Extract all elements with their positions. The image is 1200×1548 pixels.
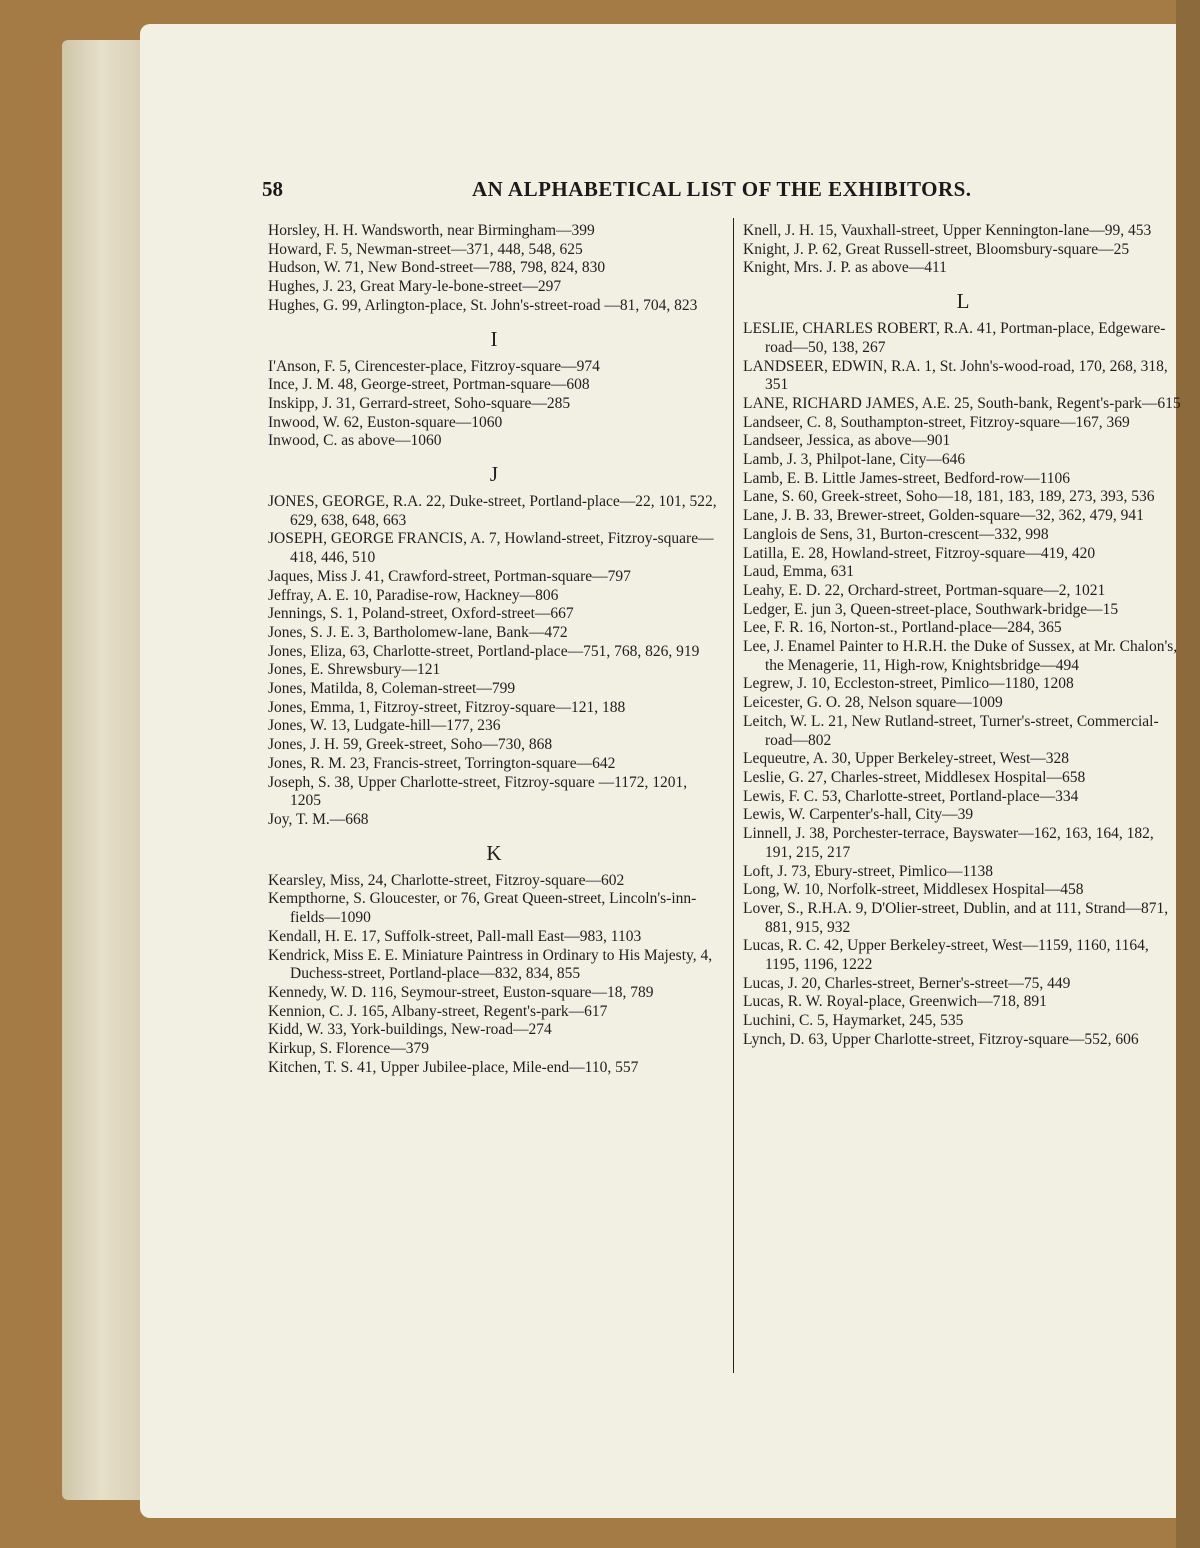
exhibitor-entry: Lewis, W. Carpenter's-hall, City—39 [743, 806, 974, 824]
exhibitor-entry: Inwood, W. 62, Euston-square—1060 [268, 413, 503, 431]
exhibitor-entry: Knight, Mrs. J. P. as above—411 [743, 259, 947, 277]
exhibitor-entry: I'Anson, F. 5, Cirencester-place, Fitzroy-square—974 [268, 357, 600, 375]
exhibitor-entry: Leicester, G. O. 28, Nelson square—1009 [743, 694, 1003, 712]
exhibitor-entry: Kennedy, W. D. 116, Seymour-street, Euston-square—18, 789 [268, 983, 654, 1001]
exhibitor-entry: Lee, J. Enamel Painter to H.R.H. the Duke of Sussex, at Mr. Chalon's, the Menagerie, 11, High-row, Knightsbridge—494 [743, 638, 1178, 674]
page-number: 58 [262, 177, 283, 201]
exhibitor-entry: Kearsley, Miss, 24, Charlotte-street, Fitzroy-square—602 [268, 871, 625, 889]
exhibitor-entry: Lover, S., R.H.A. 9, D'Olier-street, Dublin, and at 111, Strand—871, 881, 915, 932 [743, 899, 1169, 936]
exhibitor-entry: Jones, Eliza, 63, Charlotte-street, Portland-place—751, 768, 826, 919 [268, 642, 700, 660]
exhibitor-entry: LANDSEER, EDWIN, R.A. 1, St. John's-wood-road, 170, 268, 318, 351 [743, 357, 1168, 394]
exhibitor-entry: Kitchen, T. S. 41, Upper Jubilee-place, Mile-end—110, 557 [268, 1058, 639, 1076]
running-head [262, 177, 1182, 207]
exhibitor-entry: JOSEPH, GEORGE FRANCIS, A. 7, Howland-street, Fitzroy-square—418, 446, 510 [268, 530, 714, 567]
exhibitor-entry: Laud, Emma, 631 [743, 563, 855, 581]
exhibitor-entry: Lucas, J. 20, Charles-street, Berner's-street—75, 449 [743, 974, 1071, 992]
exhibitor-entry: Lequeutre, A. 30, Upper Berkeley-street, West—328 [743, 750, 1070, 768]
exhibitor-entry: Loft, J. 73, Ebury-street, Pimlico—1138 [743, 862, 993, 880]
exhibitor-entry: Kendrick, Miss E. E. Miniature Paintress in Ordinary to His Majesty, 4, Duchess-street, Portland-place—832, 834, 855 [268, 946, 713, 983]
exhibitor-entry: Legrew, J. 10, Eccleston-street, Pimlico—1180, 1208 [743, 675, 1074, 693]
exhibitor-entry: Jeffray, A. E. 10, Paradise-row, Hackney—806 [268, 586, 559, 604]
exhibitor-entry: Lee, F. R. 16, Norton-st., Portland-place—284, 365 [743, 619, 1062, 637]
section-letter: K [486, 840, 502, 865]
exhibitor-entry: Hughes, J. 23, Great Mary-le-bone-street—297 [268, 278, 562, 296]
exhibitor-entry: Lane, S. 60, Greek-street, Soho—18, 181, 183, 189, 273, 393, 536 [743, 488, 1155, 506]
exhibitor-entry: Jaques, Miss J. 41, Crawford-street, Portman-square—797 [268, 567, 631, 585]
exhibitor-entry: Landseer, Jessica, as above—901 [743, 432, 951, 450]
exhibitor-entry: Knight, J. P. 62, Great Russell-street, Bloomsbury-square—25 [743, 240, 1130, 258]
exhibitor-entry: Lewis, F. C. 53, Charlotte-street, Portland-place—334 [743, 787, 1079, 805]
right-column [743, 222, 1183, 1050]
section-letter: I [490, 326, 498, 351]
exhibitor-entry: Lucas, R. W. Royal-place, Greenwich—718, 891 [743, 993, 1047, 1011]
exhibitor-entry: Inskipp, J. 31, Gerrard-street, Soho-square—285 [268, 394, 571, 412]
exhibitor-entry: Luchini, C. 5, Haymarket, 245, 535 [743, 1012, 964, 1030]
exhibitor-entry: Howard, F. 5, Newman-street—371, 448, 548, 625 [268, 240, 583, 258]
exhibitor-entry: Lucas, R. C. 42, Upper Berkeley-street, West—1159, 1160, 1164, 1195, 1196, 1222 [743, 937, 1149, 974]
exhibitor-entry: Knell, J. H. 15, Vauxhall-street, Upper Kennington-lane—99, 453 [743, 222, 1152, 239]
exhibitor-entry: Joy, T. M.—668 [268, 810, 369, 828]
exhibitor-entry: Kendall, H. E. 17, Suffolk-street, Pall-mall East—983, 1103 [268, 927, 642, 945]
exhibitor-entry: Jones, S. J. E. 3, Bartholomew-lane, Bank—472 [268, 623, 568, 641]
exhibitor-entry: Jones, W. 13, Ludgate-hill—177, 236 [268, 717, 501, 735]
exhibitor-entry: Linnell, J. 38, Porchester-terrace, Bayswater—162, 163, 164, 182, 191, 215, 217 [743, 825, 1154, 861]
exhibitor-entry: Jones, R. M. 23, Francis-street, Torrington-square—642 [268, 754, 616, 772]
exhibitor-entry: LANE, RICHARD JAMES, A.E. 25, South-bank, Regent's-park—615 [743, 394, 1181, 412]
exhibitor-entry: LESLIE, CHARLES ROBERT, R.A. 41, Portman-place, Edgeware-road—50, 138, 267 [743, 320, 1166, 356]
exhibitor-entry: Ince, J. M. 48, George-street, Portman-square—608 [268, 376, 590, 394]
exhibitor-entry: Latilla, E. 28, Howland-street, Fitzroy-square—419, 420 [743, 544, 1096, 562]
exhibitor-entry: Jones, Matilda, 8, Coleman-street—799 [268, 680, 516, 698]
exhibitor-entry: Jennings, S. 1, Poland-street, Oxford-street—667 [268, 605, 574, 623]
exhibitor-entry: Jones, Emma, 1, Fitzroy-street, Fitzroy-square—121, 188 [268, 698, 626, 716]
exhibitor-entry: Landseer, C. 8, Southampton-street, Fitzroy-square—167, 369 [743, 413, 1130, 431]
exhibitor-entry: Long, W. 10, Norfolk-street, Middlesex Hospital—458 [743, 881, 1084, 899]
exhibitor-entry: Horsley, H. H. Wandsworth, near Birmingham—399 [268, 222, 595, 239]
exhibitor-entry: Kidd, W. 33, York-buildings, New-road—274 [268, 1021, 552, 1039]
exhibitor-entry: Lamb, J. 3, Philpot-lane, City—646 [743, 451, 966, 469]
exhibitor-entry: Leslie, G. 27, Charles-street, Middlesex Hospital—658 [743, 768, 1086, 786]
exhibitor-entry: Leitch, W. L. 21, New Rutland-street, Turner's-street, Commercial-road—802 [743, 712, 1159, 749]
exhibitor-entry: Jones, J. H. 59, Greek-street, Soho—730, 868 [268, 736, 553, 754]
column-divider [733, 218, 734, 1373]
exhibitor-entry: Joseph, S. 38, Upper Charlotte-street, Fitzroy-square —1172, 1201, 1205 [268, 773, 688, 810]
exhibitor-entry: Lamb, E. B. Little James-street, Bedford-row—1106 [743, 469, 1070, 487]
exhibitor-entry: Kennion, C. J. 165, Albany-street, Regent's-park—617 [268, 1002, 608, 1020]
exhibitor-entry: Hudson, W. 71, New Bond-street—788, 798, 824, 830 [268, 259, 606, 277]
left-column [268, 222, 720, 1077]
section-letter: J [489, 462, 499, 487]
exhibitor-entry: Kempthorne, S. Gloucester, or 76, Great Queen-street, Lincoln's-inn-fields—1090 [268, 890, 697, 927]
exhibitor-entry: Langlois de Sens, 31, Burton-crescent—332, 998 [743, 525, 1049, 543]
exhibitor-entry: Leahy, E. D. 22, Orchard-street, Portman-square—2, 1021 [743, 581, 1106, 599]
exhibitor-entry: Lane, J. B. 33, Brewer-street, Golden-square—32, 362, 479, 941 [743, 507, 1144, 525]
exhibitor-entry: Hughes, G. 99, Arlington-place, St. John's-street-road —81, 704, 823 [268, 296, 698, 314]
exhibitor-entry: Ledger, E. jun 3, Queen-street-place, Southwark-bridge—15 [743, 600, 1119, 618]
exhibitor-entry: Inwood, C. as above—1060 [268, 432, 442, 450]
exhibitor-entry: Jones, E. Shrewsbury—121 [268, 661, 441, 679]
page-title: AN ALPHABETICAL LIST OF THE EXHIBITORS. [472, 177, 972, 201]
section-letter: L [956, 289, 970, 314]
exhibitor-entry: Lynch, D. 63, Upper Charlotte-street, Fitzroy-square—552, 606 [743, 1030, 1139, 1048]
exhibitor-entry: JONES, GEORGE, R.A. 22, Duke-street, Portland-place—22, 101, 522, 629, 638, 648, 663 [268, 493, 717, 529]
exhibitor-entry: Kirkup, S. Florence—379 [268, 1040, 430, 1058]
